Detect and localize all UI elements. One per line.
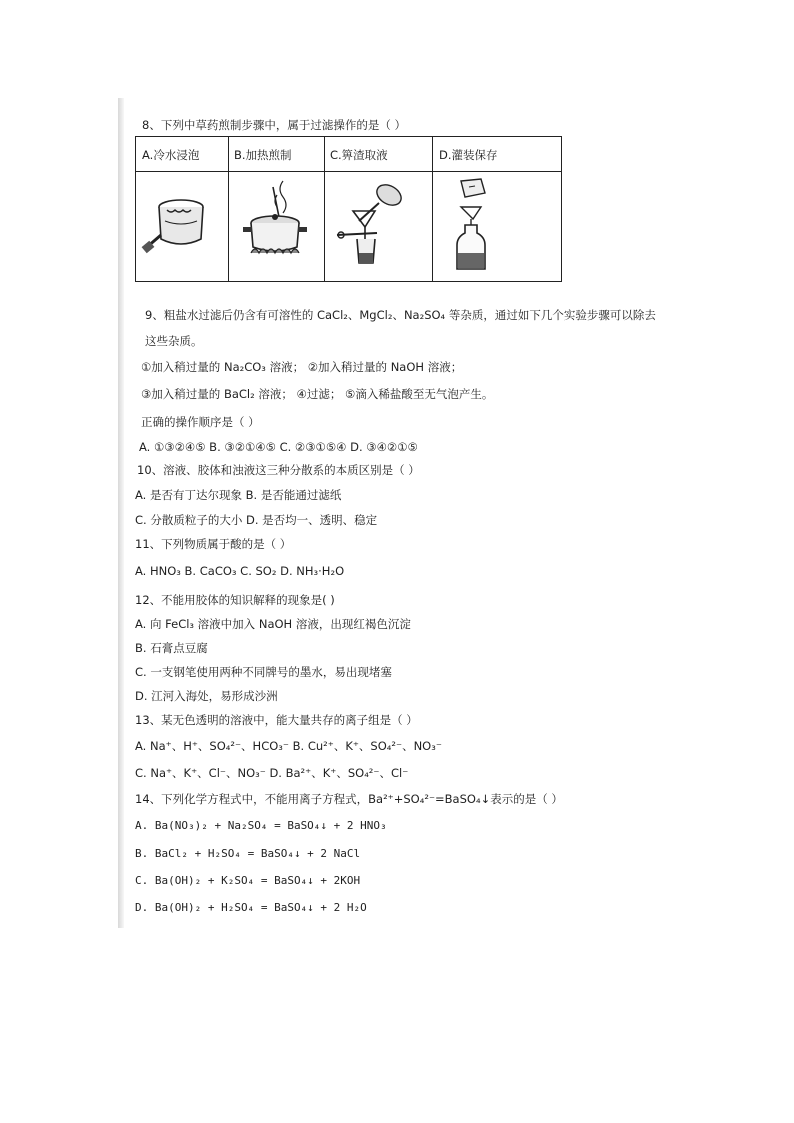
q9-stem-line2: 这些杂质。 (145, 334, 203, 348)
q14-stem: 14、下列化学方程式中，不能用离子方程式，Ba²⁺+SO₄²⁻=BaSO₄↓表示的是（ ） (135, 792, 563, 806)
q14-option-d: D. Ba(OH)₂ + H₂SO₄ = BaSO₄↓ + 2 H₂O (135, 901, 367, 914)
soaking-pot-image (138, 177, 234, 275)
q11-stem: 11、下列物质属于酸的是（ ） (135, 537, 292, 551)
q14-option-a: A. Ba(NO₃)₂ + Na₂SO₄ = BaSO₄↓ + 2 HNO₃ (135, 819, 387, 832)
q12-stem: 12、不能用胶体的知识解释的现象是( ) (135, 593, 335, 607)
q9-steps-line1: ①加入稍过量的 Na₂CO₃ 溶液； ②加入稍过量的 NaOH 溶液； (141, 360, 463, 374)
q9-question: 正确的操作顺序是（ ） (141, 415, 260, 429)
q13-options-row1: A. Na⁺、H⁺、SO₄²⁻、HCO₃⁻ B. Cu²⁺、K⁺、SO₄²⁻、NO₃⁻ (135, 739, 442, 753)
q8-option-b: B.加热煎制 (234, 148, 292, 162)
q9-steps-line2: ③加入稍过量的 BaCl₂ 溶液； ④过滤； ⑤滴入稀盐酸至无气泡产生。 (141, 387, 494, 401)
heating-pot-image (232, 177, 328, 275)
scan-edge-shadow (118, 98, 124, 928)
q14-option-c: C. Ba(OH)₂ + K₂SO₄ = BaSO₄↓ + 2KOH (135, 874, 361, 887)
q12-option-b: B. 石膏点豆腐 (135, 641, 208, 655)
q9-options: A. ①③②④⑤ B. ③②①④⑤ C. ②③①⑤④ D. ③④②①⑤ (139, 440, 418, 454)
q8-stem: 8、下列中草药煎制步骤中，属于过滤操作的是（ ） (142, 118, 406, 132)
filtering-apparatus-image (328, 177, 424, 275)
q10-options-row2: C. 分散质粒子的大小 D. 是否均一、透明、稳定 (135, 513, 378, 527)
q11-options: A. HNO₃ B. CaCO₃ C. SO₂ D. NH₃·H₂O (135, 564, 345, 578)
table-divider (432, 137, 433, 281)
q13-options-row2: C. Na⁺、K⁺、Cl⁻、NO₃⁻ D. Ba²⁺、K⁺、SO₄²⁻、Cl⁻ (135, 766, 409, 780)
q8-option-c: C.箅渣取液 (330, 148, 388, 162)
q14-option-b: B. BaCl₂ + H₂SO₄ = BaSO₄↓ + 2 NaCl (135, 847, 361, 860)
q8-option-d: D.灌装保存 (439, 148, 498, 162)
q10-options-row1: A. 是否有丁达尔现象 B. 是否能通过滤纸 (135, 488, 342, 502)
q8-option-table (135, 136, 562, 282)
q8-option-a: A.冷水浸泡 (142, 148, 200, 162)
q12-option-a: A. 向 FeCl₃ 溶液中加入 NaOH 溶液，出现红褐色沉淀 (135, 617, 411, 631)
q12-option-c: C. 一支钢笔使用两种不同牌号的墨水，易出现堵塞 (135, 665, 392, 679)
q10-stem: 10、溶液、胶体和浊液这三种分散系的本质区别是（ ） (137, 463, 420, 477)
q12-option-d: D. 江河入海处，易形成沙洲 (135, 689, 278, 703)
q13-stem: 13、某无色透明的溶液中，能大量共存的离子组是（ ） (135, 713, 418, 727)
q9-stem-line1: 9、粗盐水过滤后仍含有可溶性的 CaCl₂、MgCl₂、Na₂SO₄ 等杂质，通过如下几个实验步骤可以除去 (145, 308, 656, 322)
bottling-image (438, 177, 534, 275)
